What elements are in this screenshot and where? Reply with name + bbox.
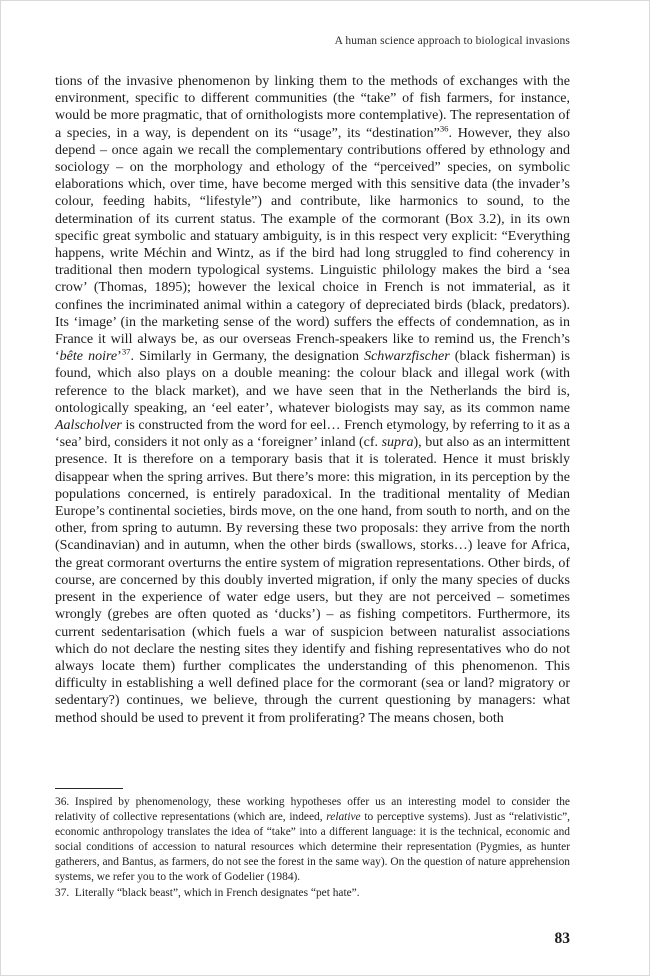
running-head: A human science approach to biological invasions	[334, 35, 570, 47]
body-paragraph: tions of the invasive phenomenon by linking them to the methods of exchanges with the environment, specific to different communities (the “take” of fish farmers, for instance, would be more pragmatic, that of ornithologists more contemplative). The representation of a species, in a way, is dependent on its “usage”, its “destination”$^{36}$. However, they also depend – once again we recall the complementary contributions offered by ethnology and sociology – on the morphology and ethology of the “perceived” species, on symbolic elaborations which, over time, have become merged with this sensitive data (the invader’s colour, feeding habits, “lifestyle”) and contribute, like harmonics to sound, to the determination of its current status. The example of the cormorant (Box 3.2), in its own specific great symbolic and statuary ambiguity, is in this respect very explicit: “Everything happens, write Méchin and Wintz, as if the bird had long struggled to find coherency in traditional then modern typological systems. Linguistic philology makes the bird a ‘sea crow’ (Thomas, 1895); however the lexical choice in French is not immaterial, as it confines the incriminated animal within a category of depreciated birds (black, predators). Its ‘image’ (in the marketing sense of the word) suffers the effects of condemnation, as in France it will always be, as our overseas French-speakers like to remind us, the French’s ‘bête noire’$^{37}$. Similarly in Germany, the designation Schwarzfischer (black fisherman) is found, which also plays on a double meaning: the colour black and illegal work (with reference to the black market), and we have seen that in the Netherlands the bird is, ontologically speaking, an ‘eel eater’, whatever biologists may say, as its common name Aalscholver is constructed from the word for eel… French etymology, by referring to it as a ‘sea’ bird, considers it not only as a ‘foreigner’ inland (cf. supra), but also as an intermittent presence. It is therefore on a temporary basis that it is tolerated. Hence it must briskly disappear when the spring arrives. But there’s more: this migration, in its perception by the populations concerned, is entirely paradoxical. In the traditional mentality of Median Europe’s continental societies, birds move, on the one hand, from south to north, and on the other, from spring to autumn. By reversing these two proposals: they arrive from the north (Scandinavian) and in autumn, when the other birds (swallows, storks…) leave for Africa, the great cormorant overturns the entire system of migration representations. Other birds, of course, are concerned by this doubly inverted migration, if only the many species of ducks present in the experience of water edge users, but they are not perceived – sometimes wrongly (grebes are often quoted as ‘ducks’) – as fishing competitors. Furthermore, its current sedentarisation (which fuels a war of suspicion between naturalist associations which do not declare the nesting sites they identify and fishing representatives who do not always locate them) further complicates the understanding of this phenomenon. This difficulty in establishing a well defined place for the cormorant (sea or land? migratory or sedentary?) continues, we believe, through the current questioning by managers: what method should be used to prevent it from proliferating? The means chosen, both	[55, 74, 570, 726]
footnote-separator-rule	[55, 788, 123, 789]
footnote-36: 36. Inspired by phenomenology, these working hypotheses offer us an interesting model to consider the relativity of collective representations (which are, indeed, relative to perceptive systems). Just as “relativistic”, economic anthropology translates the idea of “take” into a different language: it is the technical, economic and social conditions of accession to natural resources which determine their representation (Pygmies, as hunter gatherers, and Bantus, as farmers, do not see the forest in the same way). On the question of nature apprehension systems, we refer you to the work of Godelier (1984).	[55, 796, 571, 884]
page-number: 83	[554, 930, 570, 947]
footnote-37: 37. Literally “black beast”, which in French designates “pet hate”.	[55, 886, 360, 899]
footnotes-section	[55, 795, 570, 901]
